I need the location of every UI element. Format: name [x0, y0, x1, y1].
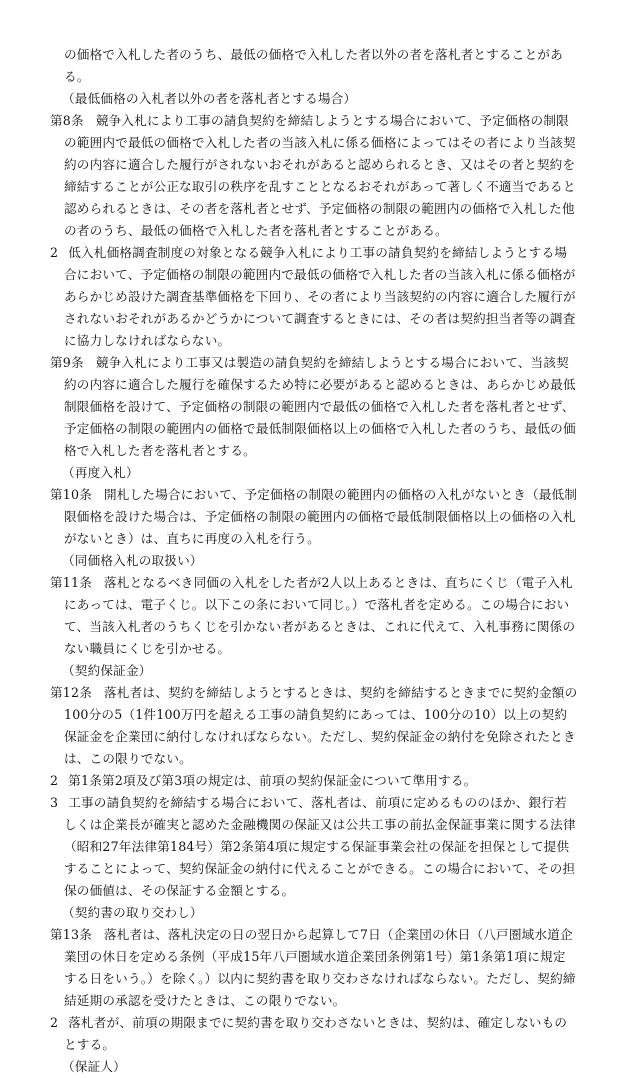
article-number: 第11条	[50, 575, 93, 590]
article-11	[50, 572, 578, 660]
article-number: 第8条	[50, 113, 84, 128]
article-caption: （最低価格の入札者以外の者を落札者とする場合）	[62, 91, 357, 106]
article-12-paragraph-3	[50, 792, 578, 902]
article-number: 第9条	[50, 355, 84, 370]
paragraph-number: 2	[50, 773, 59, 788]
article-text: 開札した場合において、予定価格の制限の範囲内の価格の入札がないとき（最低制限価格を設けた場合は、予定価格の制限の範囲内の価格で最低制限価格以上の価格の入札がないとき）は、直ちに再度の入札を行う。	[64, 487, 578, 546]
article-12-paragraph-2	[50, 770, 578, 792]
paragraph-number: 2	[50, 1015, 59, 1030]
article-text: 落札者は、契約を締結しようとするときは、契約を締結するときまでに契約金額の100分の5（1件100万円を超える工事の請負契約にあっては、100分の10）以上の契約保証金を企業団に納付しなければならない。ただし、契約保証金の納付を免除されたときは、この限りでない。	[64, 685, 578, 766]
continuation-text: の価格で入札した者のうち、最低の価格で入札した者以外の者を落札者とすることがある。	[64, 47, 563, 84]
paragraph-number: 2	[50, 245, 59, 260]
paragraph-number: 3	[50, 795, 59, 810]
article-10	[50, 484, 578, 550]
article-caption: （契約保証金）	[62, 663, 152, 678]
article-text: 落札者は、落札決定の日の翌日から起算して7日（企業団の休日（八戸圏域水道企業団の休日を定める条例（平成15年八戸圏域水道企業団条例第1号）第1条第1項に規定する日をいう。）を除く。）以内に契約書を取り交わさなければならない。ただし、契約締結延期の承認を受けたときは、この限りでない。	[64, 927, 576, 1008]
article-12	[50, 682, 578, 770]
article-8-paragraph-2	[50, 242, 578, 352]
article-caption: （再度入札）	[62, 465, 139, 480]
article-8	[50, 110, 578, 242]
paragraph-text: 第1条第2項及び第3項の規定は、前項の契約保証金について準用する。	[68, 773, 477, 788]
article-caption: （契約書の取り交わし）	[62, 905, 203, 920]
article-number: 第13条	[50, 927, 93, 942]
article-9	[50, 352, 578, 462]
article-text: 落札となるべき同価の入札をした者が2人以上あるときは、直ちにくじ（電子入札にあっては、電子くじ。以下この条において同じ。）で落札者を定める。この場合において、当該入札者のうちくじを引かない者があるときは、これに代えて、入札事務に関係のない職員にくじを引かせる。	[64, 575, 576, 656]
article-13	[50, 924, 578, 1012]
article-number: 第12条	[50, 685, 93, 700]
article-text: 競争入札により工事の請負契約を締結しようとする場合において、予定価格の制限の範囲内で最低の価格で入札した者の当該入札に係る価格によってはその者により当該契約の内容に適合した履行がされないおそれがあると認められるとき、又はその者と契約を締結することが公正な取引の秩序を乱すこととなるおそれがあって著しく不適当であると認められるときは、その者を落札者とせず、予定価格の制限の範囲内の価格で入札した他の者のうち、最低の価格で入札した者を落札者とすることがある。	[64, 113, 576, 238]
article-13-paragraph-2	[50, 1012, 578, 1056]
article-number: 第10条	[50, 487, 93, 502]
article-caption: （同価格入札の取扱い）	[62, 553, 203, 568]
paragraph-text: 工事の請負契約を締結する場合において、落札者は、前項に定めるもののほか、銀行若しくは企業長が確実と認めた金融機関の保証又は公共工事の前払金保証事業に関する法律（昭和27年法律第184号）第2条第4項に規定する保証事業会社の保証を担保として提供することによって、契約保証金の納付に代えることができる。この場合において、その担保の価値は、その保証する金額とする。	[64, 795, 576, 898]
article-caption: （保証人）	[62, 1059, 126, 1074]
paragraph-text: 低入札価格調査制度の対象となる競争入札により工事の請負契約を締結しようとする場合において、予定価格の制限の範囲内で最低の価格で入札した者の当該入札に係る価格があらかじめ設けた調査基準価格を下回り、その者により当該契約の内容に適合した履行がされないおそれがあるかどうかについて調査するときには、その者は契約担当者等の調査に協力しなければならない。	[64, 245, 576, 348]
paragraph-text: 落札者が、前項の期限までに契約書を取り交わさないときは、契約は、確定しないものとする。	[64, 1015, 568, 1052]
article-text: 競争入札により工事又は製造の請負契約を締結しようとする場合において、当該契約の内容に適合した履行を確保するため特に必要があると認めるときは、あらかじめ最低制限価格を設けて、予定価格の制限の範囲内で最低の価格で入札した者を落札者とせず、予定価格の制限の範囲内の価格で最低制限価格以上の価格で入札した者のうち、最低の価格で入札した者を落札者とする。	[64, 355, 576, 458]
